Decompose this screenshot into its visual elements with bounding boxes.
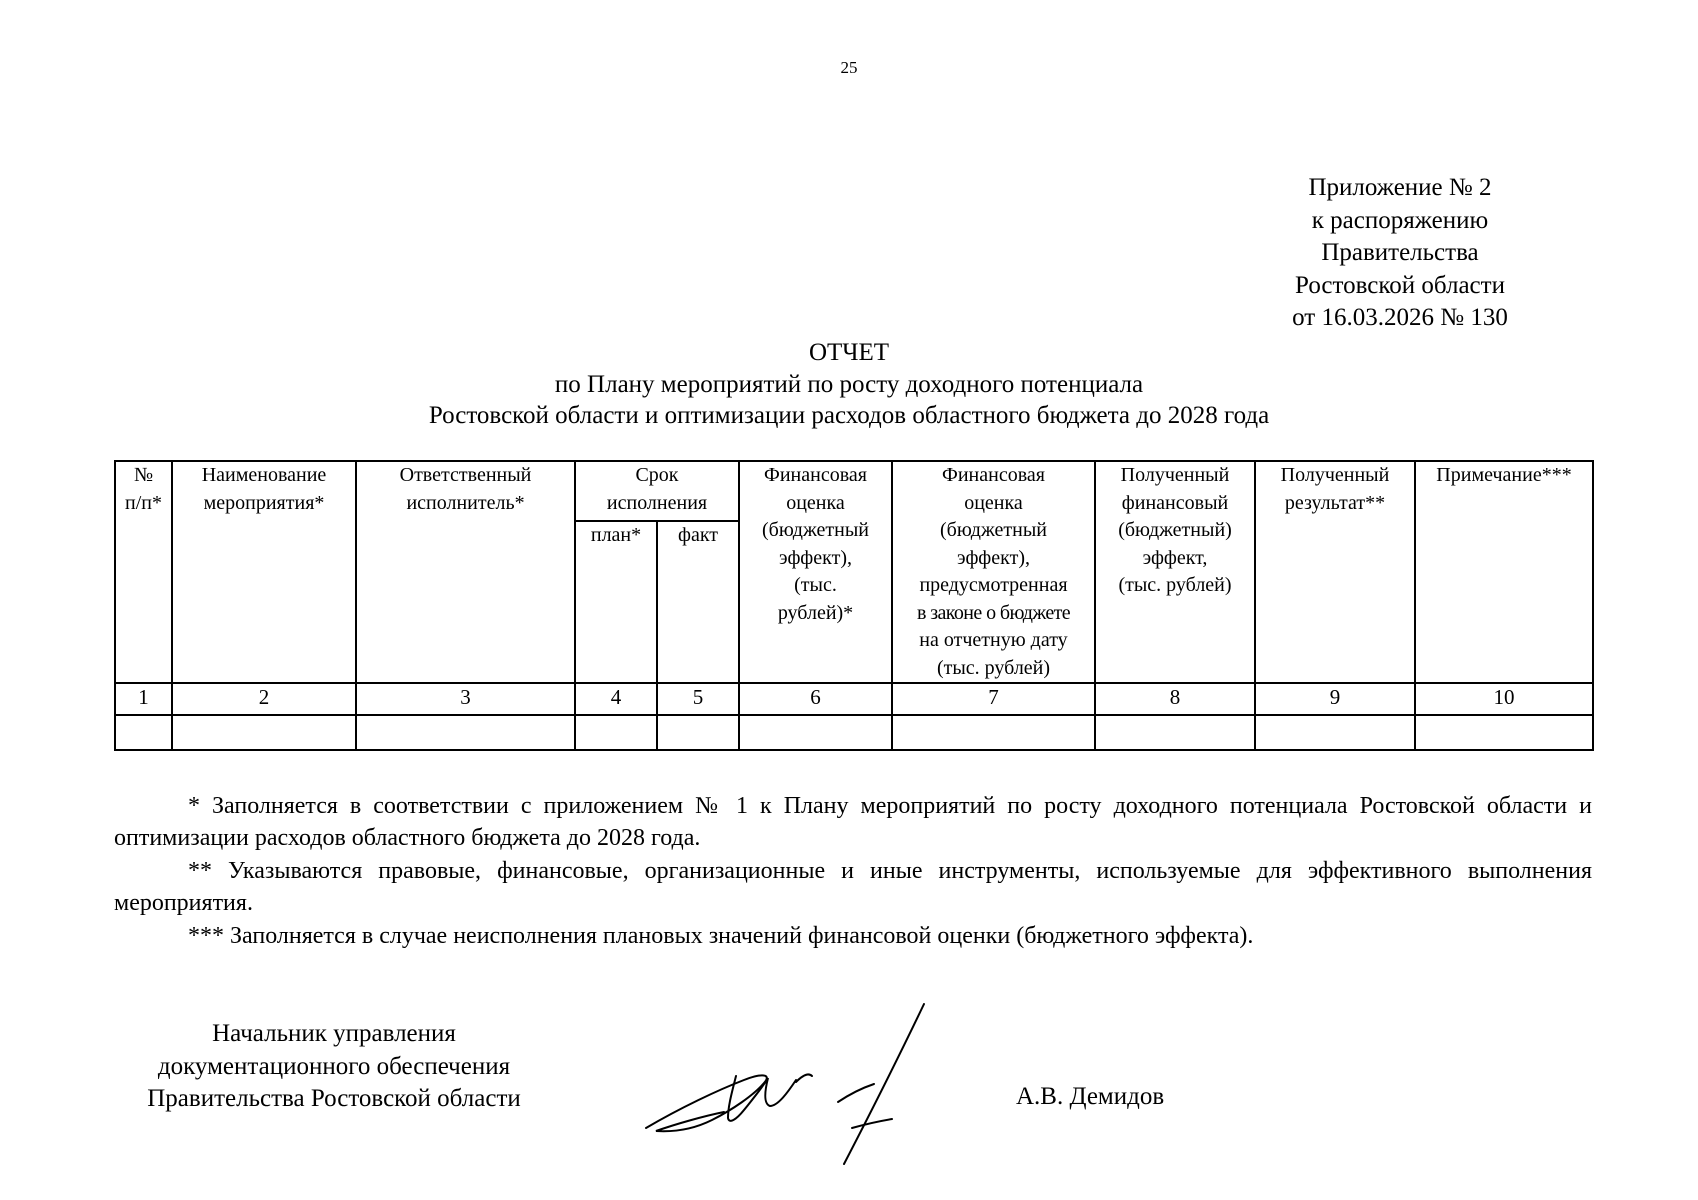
table-cell xyxy=(1415,715,1593,750)
header-text: Срок xyxy=(635,464,679,486)
header-note xyxy=(1415,461,1593,683)
table-cell xyxy=(115,715,172,750)
header-text: результат** xyxy=(1284,491,1386,514)
header-text: оценка xyxy=(964,491,1023,514)
table-row xyxy=(115,715,1593,750)
table-header-row xyxy=(115,461,1593,521)
header-text: в законе о бюджете xyxy=(916,601,1071,624)
header-responsible xyxy=(356,461,575,683)
table-cell xyxy=(657,715,739,750)
header-text: п/п* xyxy=(125,491,162,514)
report-title: ОТЧЕТ xyxy=(808,339,890,366)
table-cell xyxy=(356,715,575,750)
header-text: эффект, xyxy=(1142,546,1208,569)
table-cell xyxy=(1095,715,1255,750)
header-received-fin xyxy=(1095,461,1255,683)
appendix-line: Ростовской области xyxy=(1295,271,1505,299)
report-subtitle: по Плану мероприятий по росту доходного потенциала xyxy=(554,370,1144,398)
header-text: (бюджетный xyxy=(762,519,869,541)
signer-title-line: Правительства Ростовской области xyxy=(147,1085,521,1112)
header-num xyxy=(115,461,172,683)
column-number: 1 xyxy=(115,683,172,715)
footnote: ** Указываются правовые, финансовые, организационные и иные инструменты, используемые для эффективного выполнения мероприятия. xyxy=(114,858,1592,916)
header-text: Финансовая xyxy=(764,464,867,486)
header-text: на отчетную дату xyxy=(919,629,1068,651)
header-text: (тыс. xyxy=(794,574,837,596)
report-heading xyxy=(0,337,1698,432)
signer-name: А.В. Демидов xyxy=(1016,1083,1165,1110)
appendix-line: от 16.03.2026 № 130 xyxy=(1292,304,1508,331)
footnotes xyxy=(114,790,1592,953)
report-table xyxy=(114,460,1594,751)
handwritten-signature xyxy=(640,1000,940,1170)
header-text: Полученный xyxy=(1280,464,1390,486)
appendix-line: к распоряжению xyxy=(1311,206,1489,234)
column-number: 3 xyxy=(356,683,575,715)
header-text: Наименование xyxy=(201,464,327,486)
signer-position xyxy=(114,1018,554,1116)
header-text: (тыс. рублей) xyxy=(1118,574,1232,596)
column-number: 8 xyxy=(1095,683,1255,715)
header-text: предусмотренная xyxy=(919,574,1068,596)
table-cell xyxy=(172,715,356,750)
header-text: эффект), xyxy=(957,546,1030,569)
header-name xyxy=(172,461,356,683)
column-number: 6 xyxy=(739,683,892,715)
header-text: (бюджетный xyxy=(940,519,1047,541)
page-number: 25 xyxy=(840,58,858,77)
header-text: рублей)* xyxy=(777,601,854,624)
column-number: 7 xyxy=(892,683,1095,715)
header-received-result xyxy=(1255,461,1415,683)
footnote: * Заполняется в соответствии с приложением № 1 к Плану мероприятий по росту доходного потенциала Ростовской области и оптимизации расходов областного бюджета до 2028 года. xyxy=(114,793,1592,851)
appendix-line: Правительства xyxy=(1321,239,1479,266)
column-number: 2 xyxy=(172,683,356,715)
table-cell xyxy=(739,715,892,750)
signer-title-line: Начальник управления xyxy=(212,1020,456,1047)
appendix-line: Приложение № 2 xyxy=(1308,174,1492,201)
appendix-block xyxy=(1250,172,1550,335)
table-cell xyxy=(1255,715,1415,750)
table-cell xyxy=(575,715,657,750)
header-text: эффект), xyxy=(779,546,852,569)
report-subtitle: Ростовской области и оптимизации расходов областного бюджета до 2028 года xyxy=(428,402,1270,429)
header-text: Ответственный xyxy=(399,464,532,486)
header-fin-estimate xyxy=(739,461,892,683)
header-fact: факт xyxy=(657,521,739,683)
header-text: Примечание*** xyxy=(1436,464,1572,486)
column-number-row xyxy=(115,683,1593,715)
column-number: 5 xyxy=(657,683,739,715)
header-text: (тыс. рублей) xyxy=(936,656,1051,679)
header-text: оценка xyxy=(786,491,845,514)
header-text: № xyxy=(133,464,154,486)
header-term xyxy=(575,461,739,521)
header-text: Финансовая xyxy=(942,464,1045,486)
header-text: мероприятия* xyxy=(203,491,325,514)
table-cell xyxy=(892,715,1095,750)
column-number: 9 xyxy=(1255,683,1415,715)
header-text: (бюджетный) xyxy=(1118,519,1232,541)
header-text: исполнения xyxy=(606,491,708,514)
signer-title-line: документационного обеспечения xyxy=(157,1052,511,1080)
header-text: Полученный xyxy=(1120,464,1230,486)
footnote: *** Заполняется в случае неисполнения плановых значений финансовой оценки (бюджетного эффекта). xyxy=(188,923,1254,949)
column-number: 10 xyxy=(1415,683,1593,715)
header-text: исполнитель* xyxy=(406,491,525,514)
header-fin-law xyxy=(892,461,1095,683)
header-plan: план* xyxy=(575,521,657,683)
column-number: 4 xyxy=(575,683,657,715)
header-text: финансовый xyxy=(1121,491,1229,514)
